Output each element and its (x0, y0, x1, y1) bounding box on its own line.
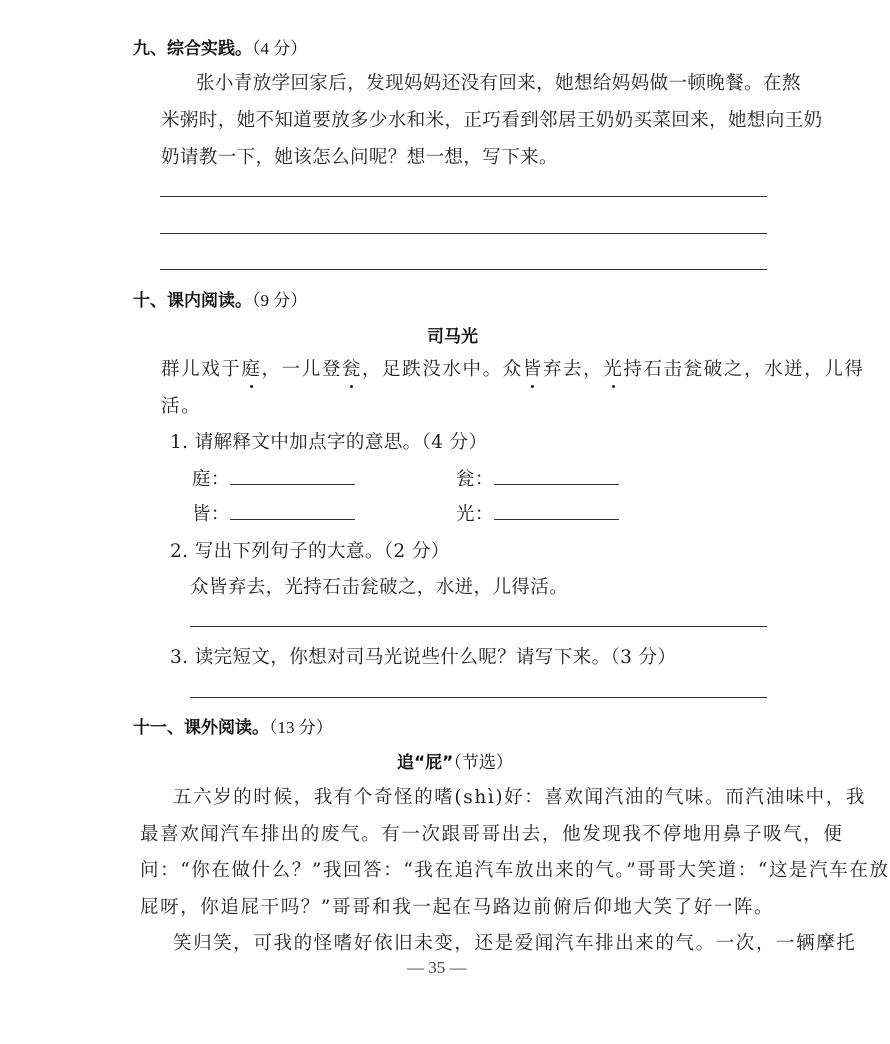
answer-blank[interactable] (494, 470, 619, 485)
section-9-line-3: 奶请教一下，她该怎么问呢？想一想，写下来。 (161, 147, 558, 168)
section-11-score: （13 分） (269, 718, 333, 737)
section-11-title: 十一、课外阅读。 (133, 718, 269, 738)
page-number: — 35 — (407, 958, 467, 977)
answer-line[interactable] (190, 626, 767, 627)
q1-item-guang (456, 500, 619, 526)
passage-note: （节选） (453, 753, 513, 773)
reading-line-3: 问：“你在做什么？”我回答：“我在追汽车放出来的气。”哥哥大笑道：“这是汽车在放 (140, 860, 890, 881)
dotted-char: 皆 (523, 355, 543, 381)
reading-line-5: 笑归笑，可我的怪嗜好依旧未变，还是爱闻汽车排出来的气。一次，一辆摩托 (173, 933, 857, 954)
question-1: 1. 请解释文中加点字的意思。（4 分） (170, 432, 488, 453)
passage-text: ，足跌没水中。众 (362, 359, 523, 380)
passage-text: ，一儿登 (261, 359, 342, 380)
passage-line-1 (161, 355, 865, 381)
q1-label: 皆： (192, 504, 230, 525)
reading-line-2: 最喜欢闻汽车排出的废气。有一次跟哥哥出去，他发现我不停地用鼻子吸气，便 (140, 824, 844, 845)
passage-line-2: 活。 (161, 396, 202, 417)
answer-blank[interactable] (230, 505, 355, 520)
reading-line-1: 五六岁的时候，我有个奇怪的嗜(shì)好：喜欢闻汽油的气味。而汽油味中，我 (173, 787, 866, 808)
q1-item-weng (456, 465, 619, 491)
q1-item-ting (192, 465, 355, 491)
section-9-heading (133, 34, 307, 59)
dotted-char: 光 (603, 355, 623, 381)
q2-sentence: 众皆弃去，光持石击瓮破之，水迸，儿得活。 (190, 577, 569, 598)
dotted-char: 庭 (241, 355, 261, 381)
answer-blank[interactable] (494, 505, 619, 520)
passage-text: 持石击瓮破之，水迸，儿得 (623, 359, 865, 380)
passage-title-simaguang: 司马光 (427, 327, 478, 347)
passage-text: 弃去， (542, 359, 604, 380)
question-3: 3. 读完短文，你想对司马光说些什么呢？请写下来。（3 分） (170, 647, 677, 668)
section-9-score: （4 分） (252, 39, 308, 58)
q1-label: 瓮： (456, 469, 494, 490)
question-2: 2. 写出下列句子的大意。（2 分） (170, 541, 450, 562)
answer-blank[interactable] (230, 470, 355, 485)
reading-line-4: 屁呀，你追屁干吗？”哥哥和我一起在马路边前俯后仰地大笑了好一阵。 (140, 897, 775, 918)
answer-line[interactable] (190, 697, 767, 698)
section-11-heading (133, 713, 333, 738)
q1-item-jie (192, 500, 355, 526)
section-10-title: 十、课内阅读。 (133, 291, 252, 311)
section-9-title: 九、综合实践。 (133, 39, 252, 59)
section-9-line-1: 张小青放学回家后，发现妈妈还没有回来，她想给妈妈做一顿晚餐。在熬 (196, 73, 801, 94)
answer-line[interactable] (160, 196, 767, 197)
passage-text: 群儿戏于 (161, 359, 242, 380)
section-10-score: （9 分） (252, 291, 308, 310)
passage-title-text: 追“屁” (397, 753, 454, 773)
passage-title-zhuipi (397, 748, 513, 773)
answer-line[interactable] (160, 269, 767, 270)
section-9-line-2: 米粥时，她不知道要放多少水和米，正巧看到邻居王奶奶买菜回来，她想向王奶 (161, 110, 823, 131)
q1-label: 庭： (192, 469, 230, 490)
q1-label: 光： (456, 504, 494, 525)
dotted-char: 瓮 (342, 355, 362, 381)
section-10-heading (133, 286, 307, 311)
answer-line[interactable] (160, 233, 767, 234)
